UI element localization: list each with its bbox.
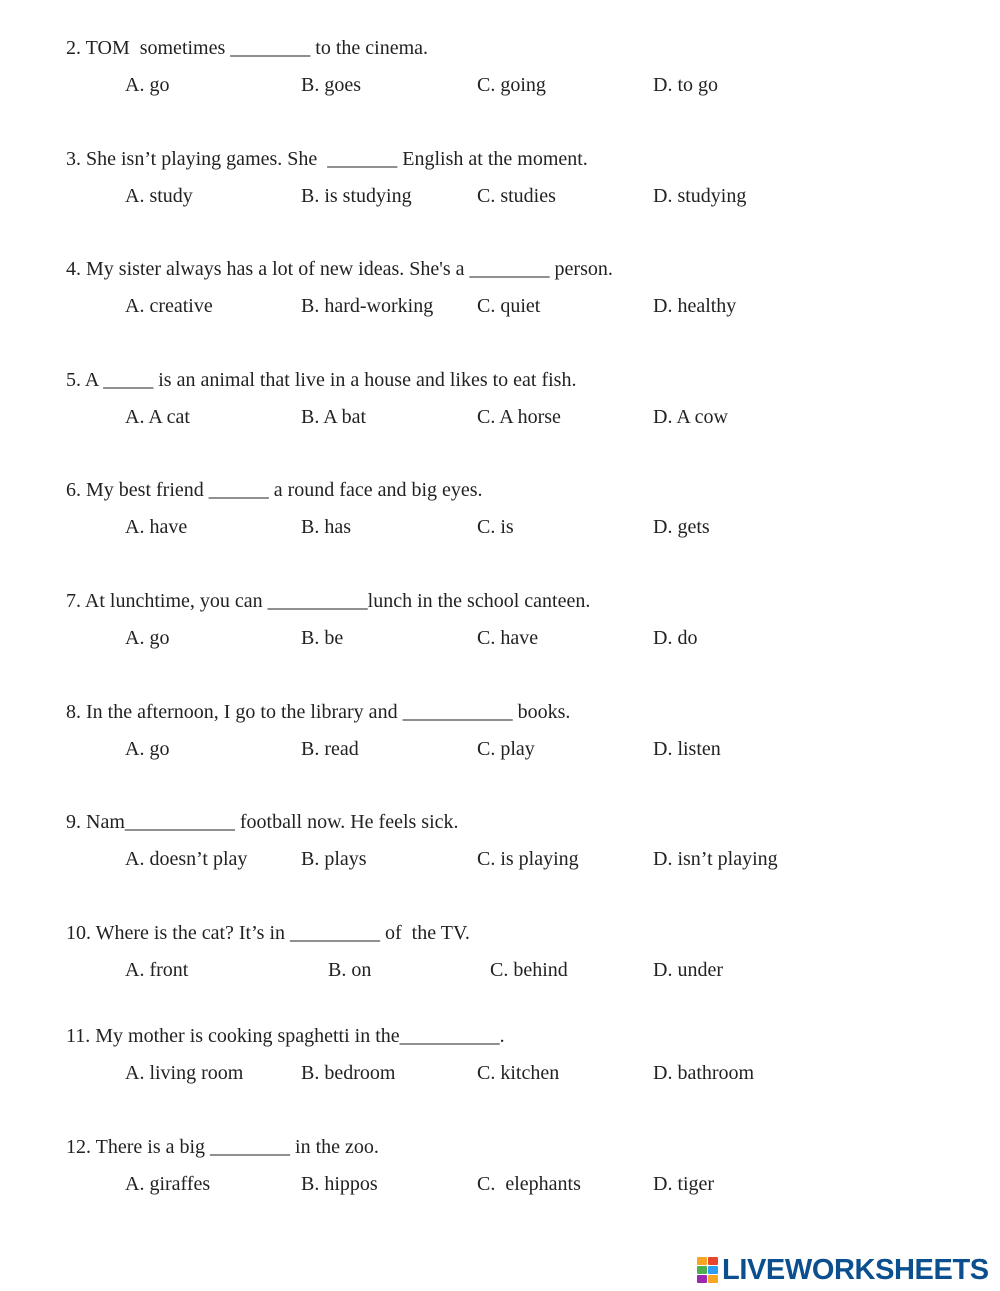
option-d[interactable]: D. A cow	[653, 406, 728, 428]
question-text: 6. My best friend ______ a round face and big eyes.	[66, 479, 483, 501]
question-text: 2. TOM sometimes ________ to the cinema.	[66, 37, 429, 59]
question-text: 10. Where is the cat? It’s in _________ of the TV.	[66, 922, 470, 944]
question-10	[66, 921, 946, 982]
question-text: 12. There is a big ________ in the zoo.	[66, 1136, 379, 1158]
option-c[interactable]: C. studies	[477, 185, 556, 207]
option-c[interactable]: C. kitchen	[477, 1062, 560, 1084]
question-text: 7. At lunchtime, you can __________lunch in the school canteen.	[66, 590, 591, 612]
question-5	[66, 368, 946, 429]
question-text: 5. A _____ is an animal that live in a house and likes to eat fish.	[66, 369, 577, 391]
option-c[interactable]: C. quiet	[477, 295, 541, 317]
option-d[interactable]: D. healthy	[653, 295, 737, 317]
option-c[interactable]: C. is playing	[477, 848, 579, 870]
option-a[interactable]: A. living room	[125, 1062, 244, 1084]
answer-options	[66, 1172, 946, 1196]
option-a[interactable]: A. doesn’t play	[125, 848, 248, 870]
question-9	[66, 810, 946, 871]
answer-options	[66, 847, 946, 871]
question-7	[66, 589, 946, 650]
answer-options	[66, 515, 946, 539]
question-text: 11. My mother is cooking spaghetti in the__________.	[66, 1025, 505, 1047]
answer-options	[66, 737, 946, 761]
answer-options	[66, 405, 946, 429]
question-text: 3. She isn’t playing games. She _______ English at the moment.	[66, 148, 588, 170]
option-a[interactable]: A. go	[125, 74, 170, 96]
answer-options	[66, 1061, 946, 1085]
question-12	[66, 1135, 946, 1196]
answer-options	[66, 73, 946, 97]
logo-text: LIVEWORKSHEETS	[722, 1253, 989, 1286]
question-2	[66, 36, 946, 97]
option-b[interactable]: B. on	[328, 959, 372, 981]
answer-options	[66, 184, 946, 208]
option-a[interactable]: A. giraffes	[125, 1173, 211, 1195]
option-d[interactable]: D. do	[653, 627, 698, 649]
option-b[interactable]: B. plays	[301, 848, 367, 870]
liveworksheets-logo	[697, 1252, 989, 1288]
option-a[interactable]: A. front	[125, 959, 189, 981]
option-d[interactable]: D. to go	[653, 74, 718, 96]
question-8	[66, 700, 946, 761]
answer-options	[66, 294, 946, 318]
option-b[interactable]: B. goes	[301, 74, 361, 96]
question-11	[66, 1024, 946, 1085]
question-text: 8. In the afternoon, I go to the library and ___________ books.	[66, 701, 571, 723]
option-d[interactable]: D. tiger	[653, 1173, 715, 1195]
option-c[interactable]: C. is	[477, 516, 514, 538]
answer-options	[66, 626, 946, 650]
option-b[interactable]: B. be	[301, 627, 344, 649]
option-c[interactable]: C. have	[477, 627, 539, 649]
option-a[interactable]: A. have	[125, 516, 188, 538]
option-b[interactable]: B. is studying	[301, 185, 412, 207]
option-a[interactable]: A. creative	[125, 295, 213, 317]
option-b[interactable]: B. bedroom	[301, 1062, 396, 1084]
option-d[interactable]: D. gets	[653, 516, 710, 538]
question-6	[66, 478, 946, 539]
option-b[interactable]: B. read	[301, 738, 359, 760]
option-c[interactable]: C. going	[477, 74, 546, 96]
option-d[interactable]: D. studying	[653, 185, 747, 207]
option-d[interactable]: D. isn’t playing	[653, 848, 778, 870]
option-b[interactable]: B. hard-working	[301, 295, 434, 317]
question-3	[66, 147, 946, 208]
option-c[interactable]: C. behind	[490, 959, 568, 981]
option-b[interactable]: B. has	[301, 516, 351, 538]
option-c[interactable]: C. play	[477, 738, 535, 760]
question-text: 4. My sister always has a lot of new ideas. She's a ________ person.	[66, 258, 613, 280]
option-d[interactable]: D. under	[653, 959, 723, 981]
option-d[interactable]: D. bathroom	[653, 1062, 755, 1084]
option-a[interactable]: A. go	[125, 627, 170, 649]
question-4	[66, 257, 946, 318]
option-b[interactable]: B. A bat	[301, 406, 367, 428]
option-a[interactable]: A. go	[125, 738, 170, 760]
logo-blocks-icon	[697, 1257, 719, 1283]
option-c[interactable]: C. A horse	[477, 406, 561, 428]
option-c[interactable]: C. elephants	[477, 1173, 581, 1195]
option-a[interactable]: A. study	[125, 185, 193, 207]
question-text: 9. Nam___________ football now. He feels sick.	[66, 811, 459, 833]
option-d[interactable]: D. listen	[653, 738, 721, 760]
option-a[interactable]: A. A cat	[125, 406, 190, 428]
answer-options	[66, 958, 946, 982]
option-b[interactable]: B. hippos	[301, 1173, 378, 1195]
